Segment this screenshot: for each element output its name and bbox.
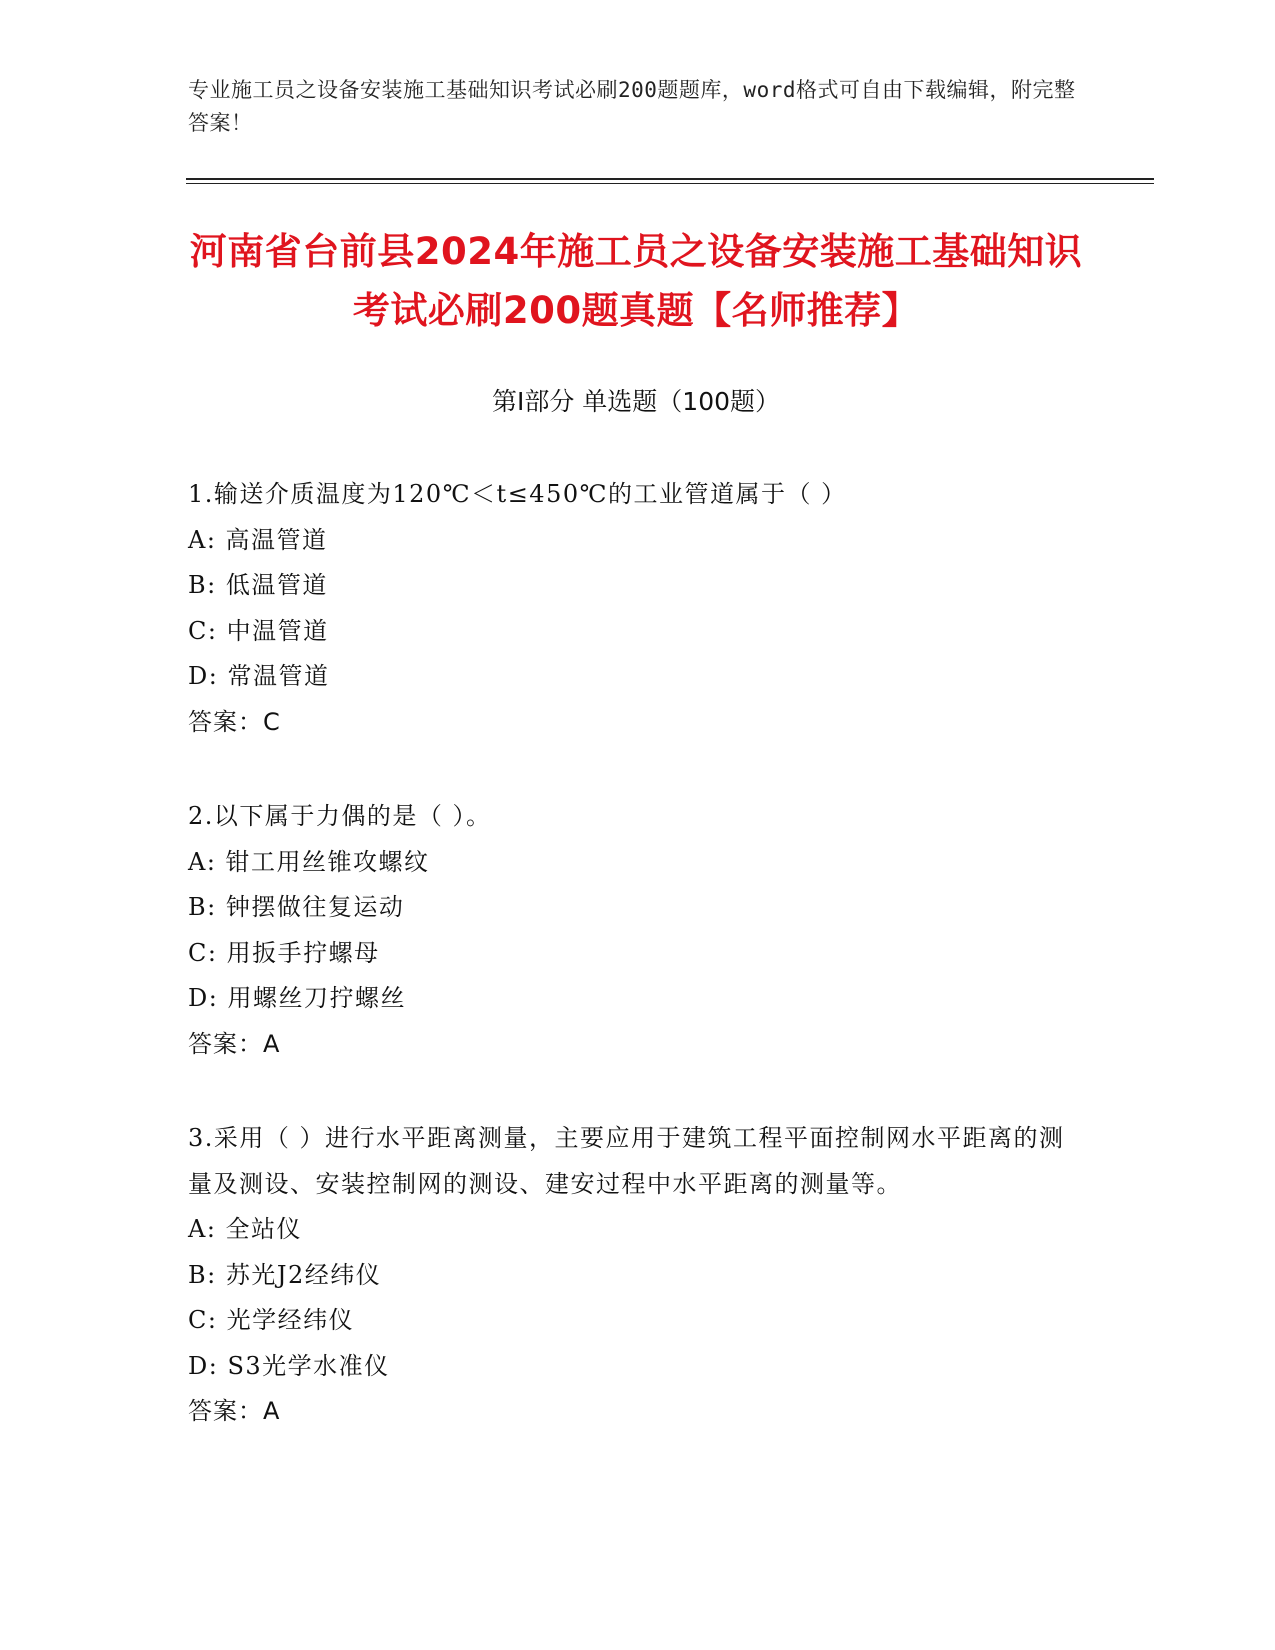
- answer: 答案：A: [188, 1029, 281, 1058]
- answer: 答案：C: [188, 707, 281, 736]
- question-2: [188, 794, 1088, 1067]
- answer: 答案：A: [188, 1397, 281, 1425]
- option-b: B: 低温管道: [188, 571, 328, 599]
- option-d: D: 用螺丝刀拧螺丝: [188, 984, 406, 1012]
- option-a: A: 钳工用丝锥攻螺纹: [188, 847, 430, 876]
- question-list: [188, 472, 1088, 1484]
- question-3: [188, 1116, 1088, 1435]
- option-b: B: 钟摆做往复运动: [188, 893, 405, 921]
- section-title: 第I部分 单选题（100题）: [491, 387, 781, 416]
- option-d: D: 常温管道: [188, 662, 330, 690]
- option-d: D: S3光学水准仪: [188, 1351, 390, 1380]
- question-text: 3.采用（ ）进行水平距离测量，主要应用于建筑工程平面控制网水平距离的测量及测设、安装控制网的测设、建安过程中水平距离的测量等。: [188, 1124, 1065, 1198]
- option-c: C: 中温管道: [188, 616, 329, 645]
- question-text: 2.以下属于力偶的是（ ）。: [188, 802, 492, 830]
- question-text: 1.输送介质温度为120℃＜t≤450℃的工业管道属于（ ）: [188, 480, 847, 508]
- header-note: 专业施工员之设备安装施工基础知识考试必刷200题题库，word格式可自由下载编辑，附完整答案！: [188, 78, 1076, 135]
- option-c: C: 用扳手拧螺母: [188, 938, 380, 967]
- option-b: B: 苏光J2经纬仪: [188, 1260, 382, 1289]
- header-rule-thin: [186, 183, 1154, 184]
- option-c: C: 光学经纬仪: [188, 1306, 355, 1334]
- question-1: [188, 472, 1088, 745]
- option-a: A: 全站仪: [188, 1215, 303, 1243]
- header-rule-thick: [186, 178, 1154, 180]
- option-a: A: 高温管道: [188, 525, 328, 554]
- document-title: 河南省台前县2024年施工员之设备安装施工基础知识考试必刷200题真题【名师推荐】: [189, 230, 1083, 332]
